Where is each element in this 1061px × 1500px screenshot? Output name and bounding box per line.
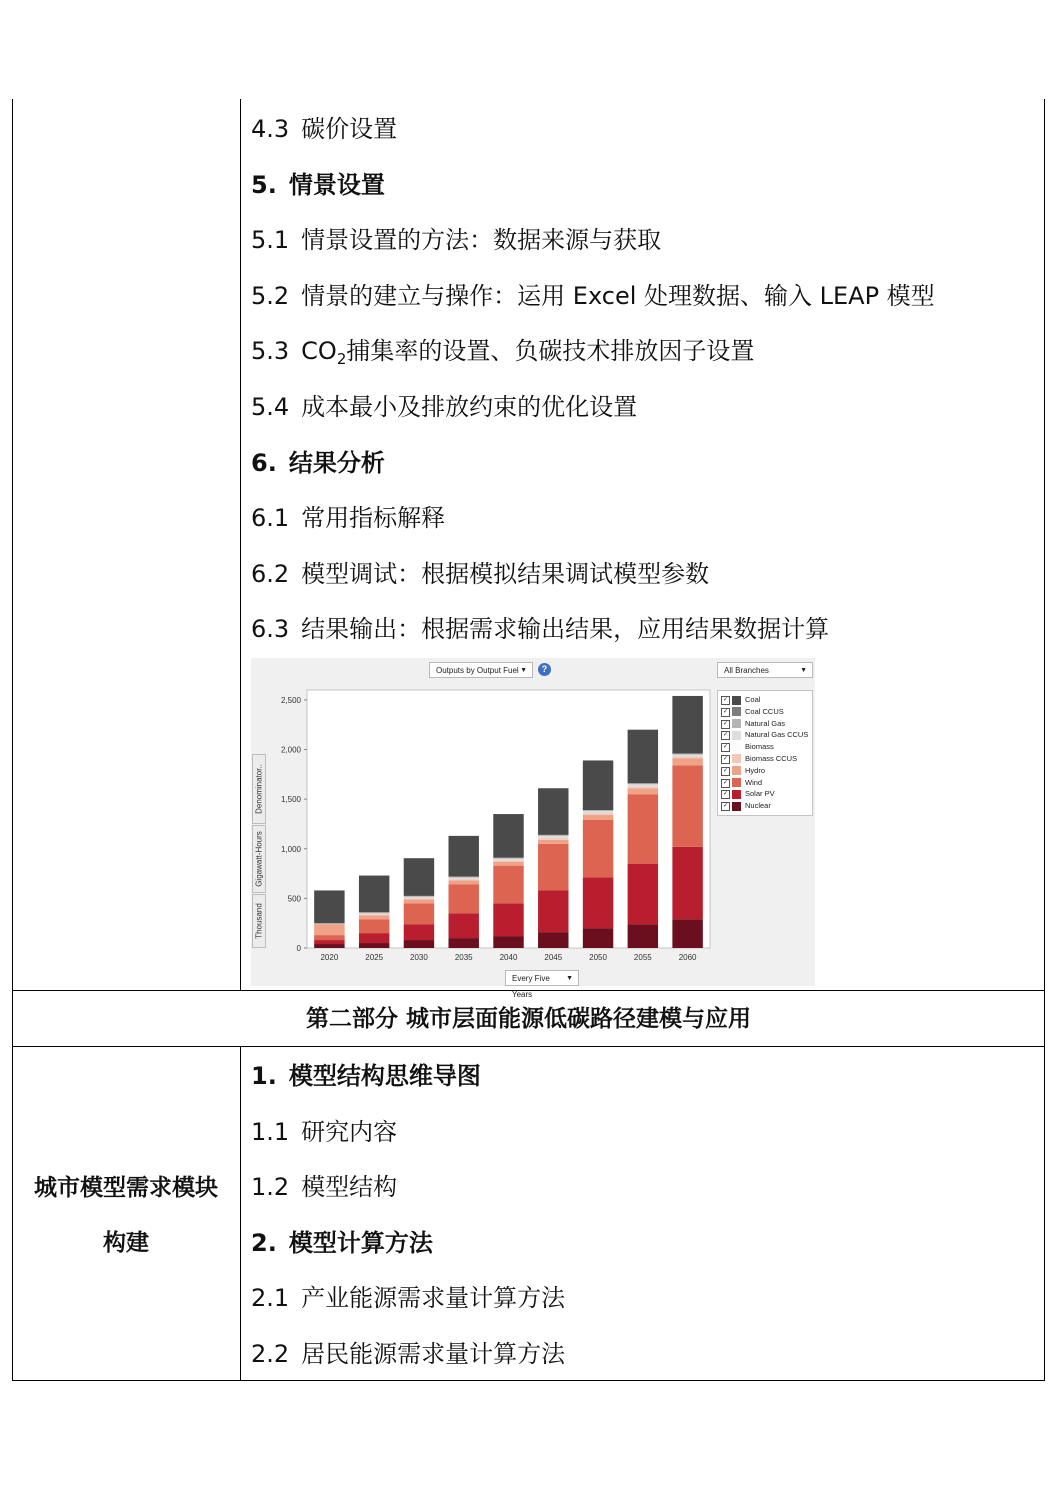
chevron-down-icon: ▼ (566, 975, 573, 982)
bar-segment (583, 814, 613, 815)
legend-label: Coal CCUS (745, 706, 784, 716)
y-tick-label: 500 (287, 894, 301, 904)
bar-segment (672, 754, 702, 755)
bar-segment (672, 765, 702, 846)
outline-item-number: 5.2 (251, 281, 290, 310)
bar-segment (448, 881, 478, 885)
legend-label: Hydro (745, 765, 766, 775)
outline-item (251, 1171, 397, 1203)
bar-segment (538, 788, 568, 835)
y-tick-label: 1,500 (280, 795, 301, 805)
bar-segment (404, 903, 434, 924)
bar-segment (493, 903, 523, 936)
legend-label: Natural Gas (745, 718, 786, 728)
bar-segment (583, 811, 613, 813)
legend-swatch (732, 707, 741, 716)
bar-segment (538, 838, 568, 839)
outline-item-number: 2.2 (251, 1339, 290, 1368)
legend-swatch (732, 743, 741, 752)
y-tick-label: 2,500 (280, 695, 301, 705)
outline-item-text: 常用指标解释 (301, 504, 446, 533)
legend-item[interactable] (718, 765, 812, 777)
legend-swatch (732, 802, 741, 811)
bar-segment (672, 919, 702, 948)
outline-item-number: 5.1 (251, 226, 290, 255)
bar-segment (628, 783, 658, 784)
bar-segment (404, 899, 434, 903)
bar-segment (583, 820, 613, 878)
bar-segment (628, 794, 658, 863)
formula-prefix: CO (301, 337, 337, 366)
scale-tab-label: Thousand (254, 903, 264, 939)
legend-item[interactable] (718, 753, 812, 765)
outline-item-number: 5. (251, 170, 277, 199)
outline-item-text: 居民能源需求量计算方法 (301, 1339, 566, 1368)
help-icon[interactable]: ? (538, 663, 551, 676)
x-interval-label: Every Five Years (512, 974, 550, 999)
section-2-title: 第二部分 城市层面能源低碳路径建模与应用 (305, 1006, 751, 1032)
bar-segment (628, 730, 658, 784)
bar-segment (448, 877, 478, 878)
bar-segment (493, 862, 523, 866)
bar-segment (404, 940, 434, 948)
bar-segment (359, 913, 389, 914)
module-label-line-1: 城市模型需求模块 (34, 1175, 218, 1201)
outline-item-text: 结果分析 (288, 448, 385, 477)
x-tick-label: 2030 (410, 953, 428, 962)
legend-item[interactable] (718, 777, 812, 789)
bar-segment (672, 696, 702, 754)
x-tick-label: 2060 (678, 953, 697, 962)
legend-label: Biomass (745, 742, 774, 752)
bar-segment (493, 859, 523, 861)
bar-segment (314, 935, 344, 940)
outline-item-text: 研究内容 (301, 1117, 398, 1146)
bar-segment (359, 919, 389, 933)
outline-item-number: 1. (251, 1062, 277, 1090)
outline-item (251, 113, 397, 145)
outline-item-number: 6.1 (251, 504, 290, 533)
outline-item (251, 1227, 433, 1259)
bar-segment (359, 943, 389, 948)
bar-segment (583, 815, 613, 820)
bar-segment (314, 890, 344, 923)
row-divider-2 (12, 1046, 1045, 1047)
bar-segment (448, 884, 478, 913)
bar-segment (493, 936, 523, 948)
chart-panel (251, 658, 815, 999)
legend-item[interactable] (718, 718, 812, 730)
bar-segment (404, 924, 434, 940)
checkbox-icon[interactable]: ✓ (722, 791, 729, 798)
bar-segment (359, 915, 389, 919)
bar-segment (404, 897, 434, 898)
bar-segment (538, 840, 568, 844)
outline-item (251, 1338, 565, 1370)
bar-segment (448, 836, 478, 877)
outline-item-number: 6.3 (251, 615, 290, 644)
bar-segment (493, 814, 523, 858)
bar-segment (672, 847, 702, 919)
bar-segment (628, 784, 658, 786)
outline-item-text: 模型调试：根据模拟结果调试模型参数 (301, 559, 710, 588)
legend-swatch (732, 790, 741, 799)
bar-segment (448, 880, 478, 881)
outline-item (251, 391, 637, 423)
bar-segment (359, 876, 389, 913)
outline-item (251, 1060, 481, 1092)
outline-item-text: 捕集率的设置、负碳技术排放因子设置 (346, 337, 755, 366)
bar-segment (448, 878, 478, 880)
bar-segment (359, 933, 389, 943)
bar-segment (628, 788, 658, 794)
legend-swatch (732, 731, 741, 740)
outline-item-text: 产业能源需求量计算方法 (301, 1284, 566, 1312)
outline-item-number: 6. (251, 448, 277, 477)
checkbox-icon[interactable]: ✓ (722, 755, 729, 762)
legend-label: Nuclear (745, 801, 771, 811)
legend-label: Biomass CCUS (745, 753, 798, 763)
legend-swatch (732, 754, 741, 763)
checkbox-icon[interactable]: ✓ (722, 744, 729, 751)
bar-segment (628, 924, 658, 948)
bar-segment (448, 913, 478, 938)
bar-segment (359, 912, 389, 913)
legend-swatch (732, 778, 741, 787)
x-tick-label: 2035 (454, 953, 473, 962)
checkbox-icon[interactable]: ✓ (722, 697, 729, 703)
checkbox-icon[interactable]: ✓ (722, 720, 729, 727)
unit-tab-label: Gigawatt-Hours (254, 831, 264, 887)
bar-segment (493, 858, 523, 859)
outline-item-number: 4.3 (251, 115, 290, 143)
bar-segment (672, 758, 702, 765)
column-divider-bottom (240, 1046, 241, 1381)
bar-segment (314, 924, 344, 935)
checkbox-icon[interactable]: ✓ (722, 732, 729, 739)
x-tick-label: 2020 (320, 953, 339, 962)
outline-item-number: 2. (251, 1228, 277, 1257)
legend-item[interactable] (718, 694, 812, 706)
formula-subscript: 2 (336, 350, 347, 369)
x-tick-label: 2040 (499, 953, 518, 962)
outline-item (251, 558, 709, 590)
bar-segment (314, 944, 344, 948)
chart-legend (717, 690, 813, 816)
chevron-down-icon: ▼ (800, 667, 807, 674)
bar-segment (583, 928, 613, 948)
outline-item-text: 情景设置的方法：数据来源与获取 (301, 226, 662, 255)
x-tick-label: 2055 (633, 953, 652, 962)
outline-item-text: 结果输出：根据需求输出结果，应用结果数据计算 (301, 615, 830, 644)
legend-label: Natural Gas CCUS (745, 730, 809, 740)
outline-item-number: 1.2 (251, 1173, 290, 1201)
legend-label: Solar PV (745, 789, 775, 799)
legend-swatch (732, 719, 741, 728)
legend-label: Wind (745, 777, 763, 787)
bar-segment (538, 932, 568, 948)
bar-segment (314, 923, 344, 924)
checkbox-icon[interactable]: ✓ (722, 779, 729, 786)
bar-segment (583, 878, 613, 929)
column-divider-top (240, 99, 241, 990)
outline-item (251, 169, 385, 201)
bar-segment (628, 864, 658, 925)
bar-segment (672, 757, 702, 758)
outline-item-text: 情景的建立与操作：运用 Excel 处理数据、输入 LEAP 模型 (301, 281, 935, 310)
outline-item (251, 502, 445, 534)
legend-item[interactable] (718, 741, 812, 753)
outline-item-text: 成本最小及排放约束的优化设置 (301, 393, 638, 421)
checkbox-icon[interactable]: ✓ (722, 767, 729, 774)
chevron-down-icon: ▼ (520, 667, 527, 674)
bar-segment (404, 858, 434, 896)
bar-segment (538, 836, 568, 838)
bar-segment (538, 890, 568, 932)
denominator-tab-label: Denominator.. (254, 764, 264, 814)
checkbox-icon[interactable]: ✓ (722, 803, 729, 810)
bar-segment (493, 866, 523, 904)
bar-segment (628, 787, 658, 788)
outline-item-number: 1.1 (251, 1117, 290, 1146)
bar-segment (538, 835, 568, 836)
outline-item (251, 613, 829, 645)
bar-segment (314, 940, 344, 944)
legend-label: Coal (745, 695, 761, 704)
bar-segment (583, 760, 613, 810)
y-tick-label: 1,000 (280, 844, 301, 854)
outline-item (251, 224, 661, 256)
outline-item (251, 1116, 397, 1148)
module-label-line-2: 构建 (103, 1230, 149, 1256)
outline-item-text: 模型计算方法 (288, 1228, 433, 1257)
bar-segment (448, 938, 478, 948)
x-tick-label: 2045 (544, 953, 563, 962)
outline-item (251, 335, 754, 375)
bar-segment (359, 914, 389, 915)
outline-item (251, 280, 935, 312)
bar-segment (404, 896, 434, 897)
table-bottom-border (12, 1380, 1045, 1381)
bar-segment (493, 861, 523, 862)
y-tick-label: 0 (296, 944, 301, 953)
bar-segment (583, 810, 613, 811)
legend-item[interactable] (718, 706, 812, 718)
outline-item-text: 碳价设置 (301, 115, 398, 143)
outline-item-number: 5.4 (251, 393, 290, 421)
outline-item-text: 情景设置 (288, 170, 385, 199)
bar-segment (672, 755, 702, 757)
outline-item-text: 模型结构思维导图 (288, 1062, 481, 1090)
bar-segment (538, 844, 568, 891)
outline-item-text: 模型结构 (301, 1173, 398, 1201)
x-tick-label: 2025 (365, 953, 384, 962)
outline-item (251, 447, 385, 479)
legend-swatch (732, 696, 741, 705)
y-tick-label: 2,000 (280, 745, 301, 755)
x-interval-dropdown[interactable] (505, 970, 579, 999)
branches-label: All Branches (724, 666, 769, 675)
legend-item[interactable] (718, 800, 812, 812)
checkbox-icon[interactable]: ✓ (722, 708, 729, 715)
output-type-label: Outputs by Output Fuel (436, 666, 519, 675)
legend-item[interactable] (718, 729, 812, 741)
outline-item-number: 2.1 (251, 1284, 290, 1312)
x-tick-label: 2050 (589, 953, 607, 962)
outline-item-number: 5.3 (251, 337, 290, 366)
table-right-border (1044, 99, 1045, 1381)
bar-segment (404, 898, 434, 899)
legend-swatch (732, 766, 741, 775)
outline-item-number: 6.2 (251, 559, 290, 588)
legend-item[interactable] (718, 788, 812, 800)
outline-item (251, 1282, 565, 1314)
